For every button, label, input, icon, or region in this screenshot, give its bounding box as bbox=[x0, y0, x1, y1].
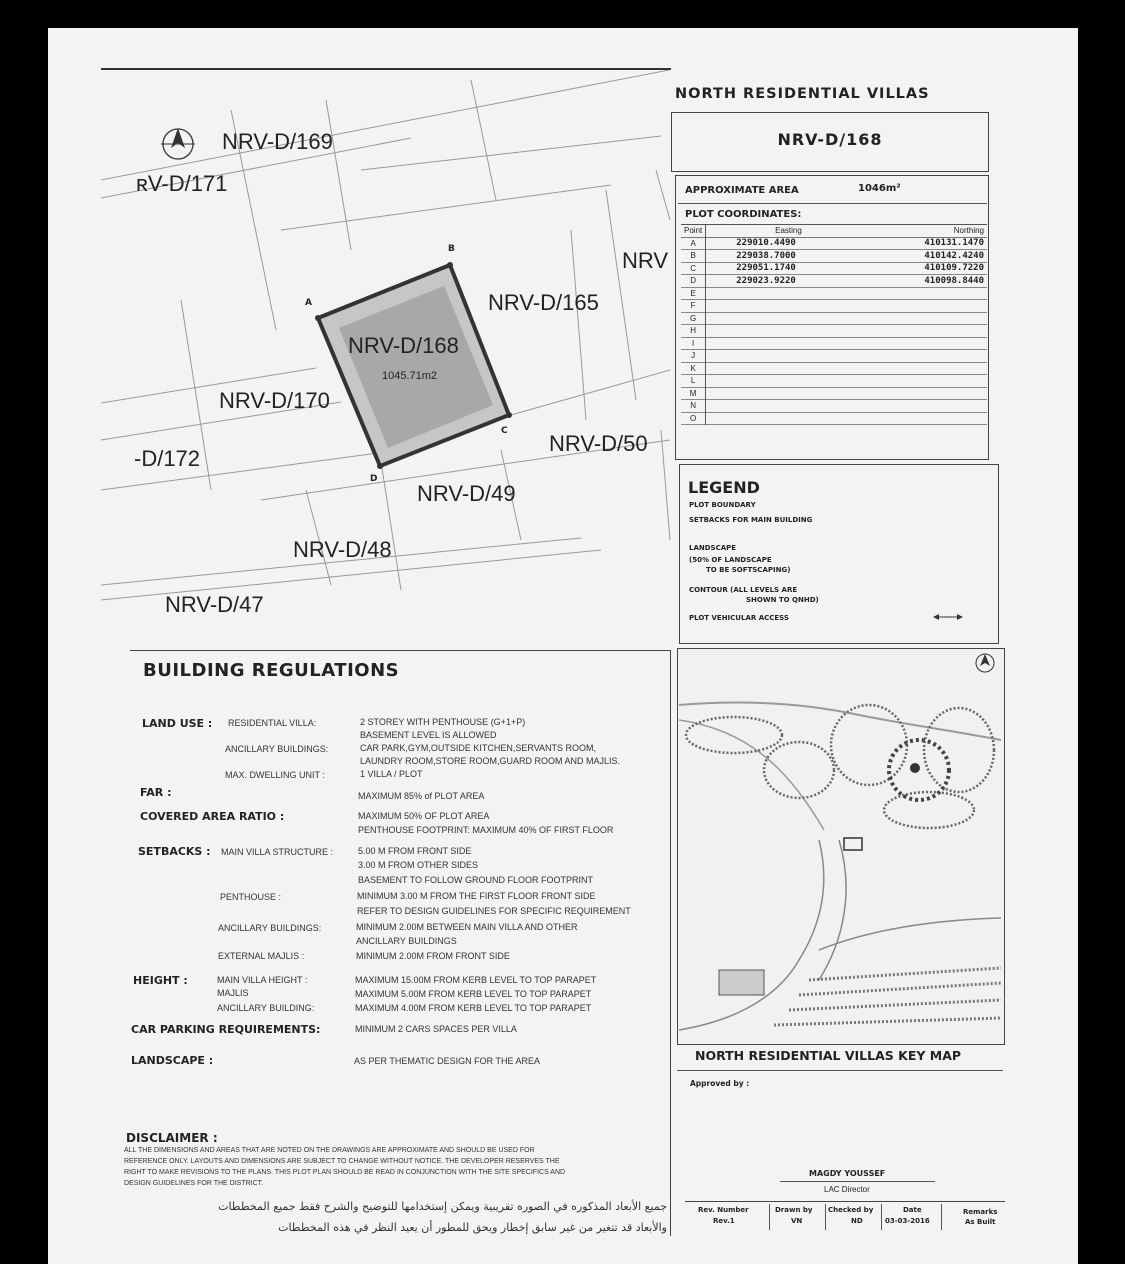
legend-title: LEGEND bbox=[688, 478, 760, 497]
coords-northing bbox=[871, 412, 987, 425]
ancillary-line-1: CAR PARK,GYM,OUTSIDE KITCHEN,SERVANTS ROOM, bbox=[360, 743, 597, 753]
coords-point: A bbox=[681, 237, 706, 250]
plot-label-nrv-cut: NRV bbox=[622, 248, 669, 273]
rev-number-header: Rev. Number bbox=[698, 1206, 749, 1214]
coords-northing bbox=[871, 337, 987, 350]
coords-row bbox=[681, 362, 987, 375]
plot-label-d169: NRV-D/169 bbox=[222, 129, 333, 154]
coords-row bbox=[681, 237, 987, 250]
disclaimer-line-2: REFERENCE ONLY. LAYOUTS AND DIMENSIONS ARE SUBJECT TO CHANGE WITHOUT NOTICE. THE DEVELOPER RESERVES THE bbox=[124, 1158, 560, 1165]
external-majlis-label: EXTERNAL MAJLIS : bbox=[218, 951, 305, 961]
coords-northing bbox=[871, 362, 987, 375]
coords-point: G bbox=[681, 312, 706, 325]
coords-easting bbox=[706, 325, 871, 338]
coords-easting bbox=[706, 412, 871, 425]
landscape-value: AS PER THEMATIC DESIGN FOR THE AREA bbox=[354, 1056, 541, 1066]
coords-easting bbox=[706, 337, 871, 350]
remarks-header: Remarks bbox=[963, 1208, 998, 1216]
coords-row bbox=[681, 262, 987, 275]
covered-area-line-1: MAXIMUM 50% OF PLOT AREA bbox=[358, 811, 490, 821]
setbacks-line-1: 5.00 M FROM FRONT SIDE bbox=[358, 846, 472, 856]
plot-label-d47: NRV-D/47 bbox=[165, 592, 264, 617]
coords-easting bbox=[706, 400, 871, 413]
coords-point: M bbox=[681, 387, 706, 400]
legend-landscape: LANDSCAPE bbox=[689, 544, 737, 552]
coords-point: D bbox=[681, 275, 706, 288]
plot-label-d171: ʀV-D/171 bbox=[136, 171, 228, 196]
coords-easting bbox=[706, 375, 871, 388]
coords-point: J bbox=[681, 350, 706, 363]
divider bbox=[678, 203, 987, 204]
penthouse-line-1: MINIMUM 3.00 M FROM THE FIRST FLOOR FRONT SIDE bbox=[357, 891, 596, 901]
height-majlis-label: MAJLIS bbox=[217, 988, 249, 998]
disclaimer-title: DISCLAIMER : bbox=[126, 1131, 218, 1145]
legend-plot-boundary: PLOT BOUNDARY bbox=[689, 501, 756, 509]
coords-easting bbox=[706, 350, 871, 363]
parking-value: MINIMUM 2 CARS SPACES PER VILLA bbox=[355, 1024, 517, 1034]
coords-point: I bbox=[681, 337, 706, 350]
coords-northing bbox=[871, 400, 987, 413]
coords-northing bbox=[871, 387, 987, 400]
north-arrow-icon bbox=[161, 128, 195, 159]
ancillary-line-2: LAUNDRY ROOM,STORE ROOM,GUARD ROOM AND MAJLIS. bbox=[360, 756, 621, 766]
coords-row bbox=[681, 400, 987, 413]
remarks-value: As Built bbox=[965, 1218, 996, 1226]
coords-row bbox=[681, 375, 987, 388]
rv-line-2: BASEMENT LEVEL IS ALLOWED bbox=[360, 730, 497, 740]
height-line-1: MAXIMUM 15.00M FROM KERB LEVEL TO TOP PARAPET bbox=[355, 975, 597, 985]
project-title: NORTH RESIDENTIAL VILLAS bbox=[675, 86, 930, 102]
coords-northing bbox=[871, 375, 987, 388]
vertex-a-label: A bbox=[305, 298, 312, 308]
setbacks-line-3: BASEMENT TO FOLLOW GROUND FLOOR FOOTPRINT bbox=[358, 875, 594, 885]
plot-label-d172: -D/172 bbox=[134, 446, 201, 471]
legend-contour: CONTOUR (ALL LEVELS ARE bbox=[689, 586, 798, 594]
penthouse-label: PENTHOUSE : bbox=[220, 892, 282, 902]
external-majlis-value: MINIMUM 2.00M FROM FRONT SIDE bbox=[356, 951, 510, 961]
coords-row bbox=[681, 337, 987, 350]
plot-area-label: 1045.71m2 bbox=[382, 370, 438, 382]
coords-row bbox=[681, 412, 987, 425]
coords-easting: 229023.9220 bbox=[736, 275, 796, 286]
checked-by-value: ND bbox=[851, 1217, 863, 1225]
plot-id-box bbox=[671, 112, 989, 172]
legend-contour-2: SHOWN TO QNHD) bbox=[746, 596, 819, 604]
coords-point: B bbox=[681, 250, 706, 263]
signer-role: LAC Director bbox=[824, 1185, 870, 1194]
height-main-label: MAIN VILLA HEIGHT : bbox=[217, 975, 308, 985]
signer-name: MAGDY YOUSSEF bbox=[809, 1169, 886, 1178]
coords-row bbox=[681, 287, 987, 300]
legend-landscape-3: TO BE SOFTSCAPING) bbox=[706, 566, 791, 574]
coords-northing: 410098.8440 bbox=[924, 275, 984, 286]
setbacks-label: SETBACKS : bbox=[138, 845, 211, 858]
disclaimer-line-1: ALL THE DIMENSIONS AND AREAS THAT ARE NOTED ON THE DRAWINGS ARE APPROXIMATE AND SHOULD BE USED FOR bbox=[124, 1147, 535, 1154]
setbacks-sub-label: MAIN VILLA STRUCTURE : bbox=[221, 847, 334, 857]
double-arrow-icon bbox=[933, 612, 963, 622]
ancillary-setback-line-2: ANCILLARY BUILDINGS bbox=[356, 936, 457, 946]
vertex-c-label: C bbox=[501, 426, 508, 436]
coords-easting: 229010.4490 bbox=[736, 238, 796, 249]
height-ancillary-label: ANCILLARY BUILDING: bbox=[217, 1003, 315, 1013]
coords-table bbox=[681, 224, 987, 425]
coords-point: E bbox=[681, 287, 706, 300]
ancillary-setback-label: ANCILLARY BUILDINGS: bbox=[218, 923, 322, 933]
max-dwelling-value: 1 VILLA / PLOT bbox=[360, 769, 423, 779]
coords-easting bbox=[706, 312, 871, 325]
penthouse-line-2: REFER TO DESIGN GUIDELINES FOR SPECIFIC REQUIREMENT bbox=[357, 906, 631, 916]
coords-row bbox=[681, 250, 987, 263]
coords-easting bbox=[706, 387, 871, 400]
plot-label-d168: NRV-D/168 bbox=[348, 333, 459, 358]
regulations-title: BUILDING REGULATIONS bbox=[143, 660, 400, 681]
coords-point: L bbox=[681, 375, 706, 388]
plot-label-d49: NRV-D/49 bbox=[417, 481, 516, 506]
residential-villa-label: RESIDENTIAL VILLA: bbox=[228, 718, 317, 728]
coords-row bbox=[681, 325, 987, 338]
coords-northing bbox=[871, 300, 987, 313]
coords-easting bbox=[706, 300, 871, 313]
disclaimer-arabic-2: والأبعاد قد تتغير من غير سابق إخطار ويحق للمطور أن يعيد النظر في هذه المخططات bbox=[278, 1221, 667, 1234]
divider bbox=[677, 1070, 1003, 1071]
plot-label-d50: NRV-D/50 bbox=[549, 431, 648, 456]
coords-northing bbox=[871, 325, 987, 338]
height-line-2: MAXIMUM 5.00M FROM KERB LEVEL TO TOP PARAPET bbox=[355, 989, 592, 999]
coords-point: N bbox=[681, 400, 706, 413]
ancillary-label: ANCILLARY BUILDINGS: bbox=[225, 744, 329, 754]
coords-header-northing: Northing bbox=[953, 226, 984, 236]
coords-row bbox=[681, 312, 987, 325]
disclaimer-line-4: DESIGN GUIDELINES FOR THE DISTRICT. bbox=[124, 1180, 264, 1187]
coords-northing bbox=[871, 350, 987, 363]
checked-by-header: Checked by bbox=[828, 1206, 874, 1214]
key-map bbox=[679, 650, 1001, 1041]
max-dwelling-label: MAX. DWELLING UNIT : bbox=[225, 770, 325, 780]
parking-label: CAR PARKING REQUIREMENTS: bbox=[131, 1023, 321, 1036]
landscape-label: LANDSCAPE : bbox=[131, 1054, 214, 1067]
coords-point: C bbox=[681, 262, 706, 275]
disclaimer-arabic-1: جميع الأبعاد المذكوره في الصوره تقريبية ويمكن إستخدامها للتوضيح والشرح فقط جميع المخططات bbox=[218, 1200, 667, 1213]
key-map-plot-marker bbox=[910, 763, 920, 773]
coords-northing: 410109.7220 bbox=[924, 263, 984, 274]
covered-area-label: COVERED AREA RATIO : bbox=[140, 810, 285, 823]
far-label: FAR : bbox=[140, 786, 172, 799]
far-value: MAXIMUM 85% of PLOT AREA bbox=[358, 791, 485, 801]
coords-row bbox=[681, 350, 987, 363]
approx-area-label: APPROXIMATE AREA bbox=[685, 185, 799, 196]
north-arrow-icon bbox=[976, 654, 994, 672]
coords-easting bbox=[706, 287, 871, 300]
coords-northing bbox=[871, 312, 987, 325]
coords-point: F bbox=[681, 300, 706, 313]
disclaimer-line-3: RIGHT TO MAKE REVISIONS TO THE PLANS. THIS PLOT PLAN SHOULD BE READ IN CONJUNCTION WITH THE SITE SPECIFICS AND bbox=[124, 1169, 566, 1176]
coords-easting bbox=[706, 362, 871, 375]
plot-label-d170: NRV-D/170 bbox=[219, 388, 330, 413]
ancillary-setback-line-1: MINIMUM 2.00M BETWEEN MAIN VILLA AND OTHER bbox=[356, 922, 578, 932]
coords-point: H bbox=[681, 325, 706, 338]
coords-point: O bbox=[681, 412, 706, 425]
coords-row bbox=[681, 300, 987, 313]
coords-northing: 410142.4240 bbox=[924, 250, 984, 261]
setbacks-line-2: 3.00 M FROM OTHER SIDES bbox=[358, 860, 479, 870]
land-use-label: LAND USE : bbox=[142, 717, 213, 730]
date-value: 03-03-2016 bbox=[885, 1217, 930, 1225]
coords-row bbox=[681, 275, 987, 288]
plot-label-d165: NRV-D/165 bbox=[488, 290, 599, 315]
coords-easting: 229051.1740 bbox=[736, 263, 796, 274]
coords-header-point: Point bbox=[681, 225, 706, 237]
coords-point: K bbox=[681, 362, 706, 375]
coords-row bbox=[681, 387, 987, 400]
coords-northing: 410131.1470 bbox=[924, 238, 984, 249]
legend-access: PLOT VEHICULAR ACCESS bbox=[689, 614, 789, 622]
vertex-d-label: D bbox=[370, 474, 378, 484]
coords-northing bbox=[871, 287, 987, 300]
vertex-b-label: B bbox=[448, 244, 455, 254]
height-label: HEIGHT : bbox=[133, 974, 188, 987]
legend-landscape-2: (50% OF LANDSCAPE bbox=[689, 556, 772, 564]
signature-line bbox=[780, 1181, 935, 1182]
legend-setbacks: SETBACKS FOR MAIN BUILDING bbox=[689, 516, 813, 524]
coords-label: PLOT COORDINATES: bbox=[685, 209, 802, 220]
drawn-by-header: Drawn by bbox=[775, 1206, 813, 1214]
key-map-title: NORTH RESIDENTIAL VILLAS KEY MAP bbox=[695, 1048, 962, 1063]
coords-header-easting: Easting bbox=[775, 226, 802, 236]
date-header: Date bbox=[903, 1206, 922, 1214]
covered-area-line-2: PENTHOUSE FOOTPRINT: MAXIMUM 40% OF FIRST FLOOR bbox=[358, 825, 614, 835]
height-line-3: MAXIMUM 4.00M FROM KERB LEVEL TO TOP PARAPET bbox=[355, 1003, 592, 1013]
rev-number-value: Rev.1 bbox=[713, 1217, 735, 1225]
approved-by-label: Approved by : bbox=[690, 1079, 750, 1088]
rv-line-1: 2 STOREY WITH PENTHOUSE (G+1+P) bbox=[360, 717, 526, 727]
revision-table bbox=[685, 1201, 1005, 1230]
coords-easting: 229038.7000 bbox=[736, 250, 796, 261]
drawn-by-value: VN bbox=[791, 1217, 803, 1225]
plot-label-d48: NRV-D/48 bbox=[293, 537, 392, 562]
approx-area-value: 1046m² bbox=[858, 183, 901, 194]
plot-id: NRV-D/168 bbox=[777, 130, 883, 149]
